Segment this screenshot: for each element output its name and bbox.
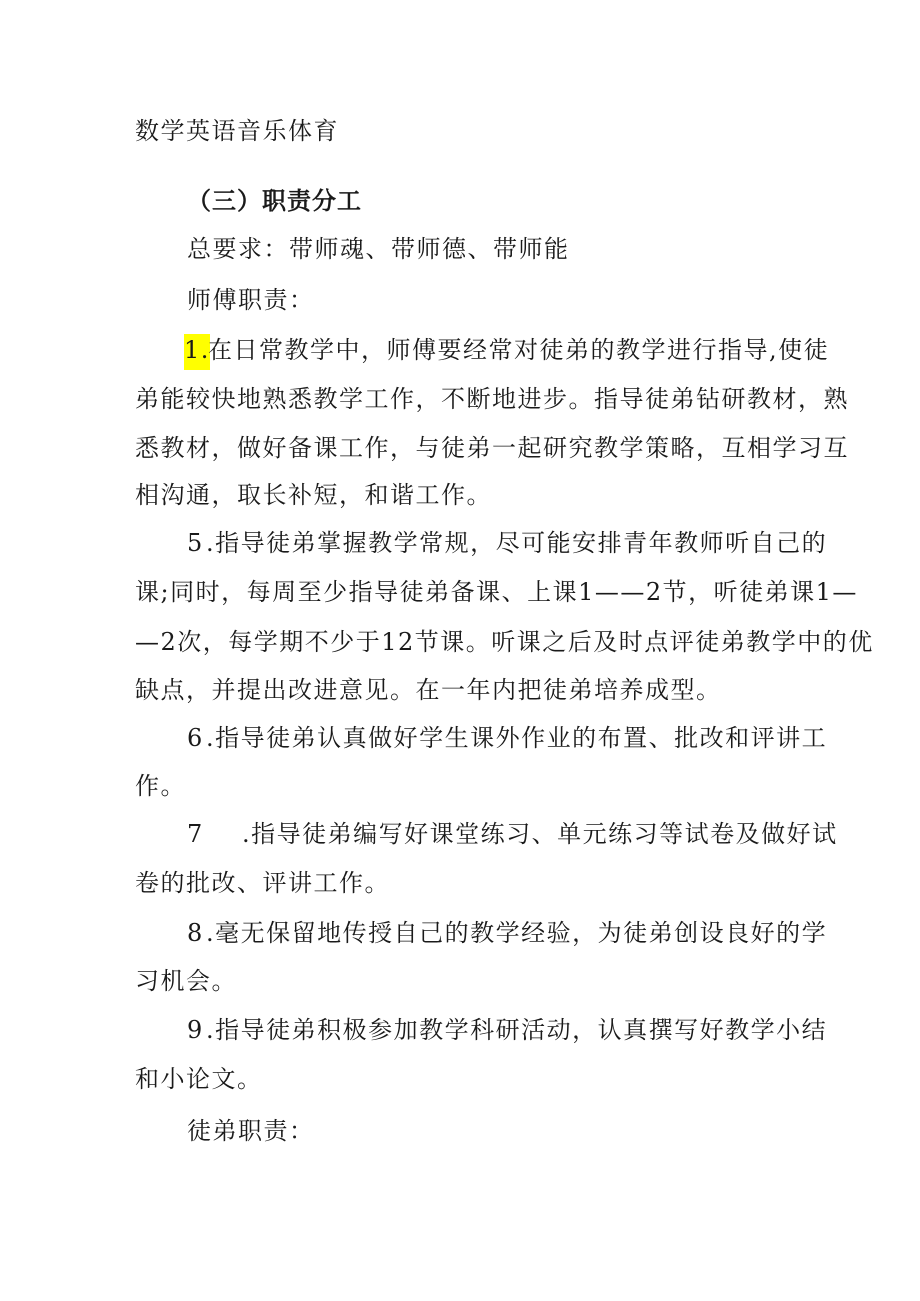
list-item-text: .毫无保留地传授自己的教学经验，为徒弟创设良好的学 [206,919,828,947]
apprentice-duties-label: 徒弟职责： [187,1117,315,1145]
mentor-duties-label: 师傅职责： [187,286,315,314]
list-item-text: .指导徒弟编写好课堂练习、单元练习等试卷及做好试 [242,820,838,848]
list-item-text: 课;同时，每周至少指导徒弟备课、上课1——2节，听徒弟课1— [135,578,858,606]
list-item-text: 作。 [135,772,186,800]
list-item-text: 和小论文。 [135,1065,263,1093]
list-item-number: 5 [187,529,204,557]
highlighted-number: 1. [184,334,210,370]
list-item-number [184,334,210,366]
list-item-text: .指导徒弟积极参加教学科研活动，认真撰写好教学小结 [206,1016,828,1044]
list-item-text: 悉教材，做好备课工作，与徒弟一起研究教学策略，互相学习互 [135,434,849,462]
list-item-text: —2次，每学期不少于12节课。听课之后及时点评徒弟教学中的优 [135,628,874,656]
list-item-text: 在日常教学中，师傅要经常对徒弟的教学进行指导,使徒 [208,336,830,364]
list-item-text: .指导徒弟认真做好学生课外作业的布置、批改和评讲工 [206,724,828,752]
list-item-text: 弟能较快地熟悉教学工作，不断地进步。指导徒弟钻研教材，熟 [135,385,849,413]
section-heading: （三）职责分工 [187,187,362,215]
list-item-text: 卷的批改、评讲工作。 [135,869,390,897]
list-item-text: 相沟通，取长补短，和谐工作。 [135,481,492,509]
list-item-text: .指导徒弟掌握教学常规，尽可能安排青年教师听自己的 [206,529,828,557]
subjects-line: 数学英语音乐体育 [135,117,339,145]
general-requirement: 总要求：带师魂、带师德、带师能 [187,235,570,263]
list-item-number: 6 [187,724,204,752]
list-item-text: 习机会。 [135,967,237,995]
list-item-number: 9 [187,1016,204,1044]
list-item-number: 8 [187,919,204,947]
list-item-text: 缺点，并提出改进意见。在一年内把徒弟培养成型。 [135,676,722,704]
list-item-number: 7 [187,820,204,848]
